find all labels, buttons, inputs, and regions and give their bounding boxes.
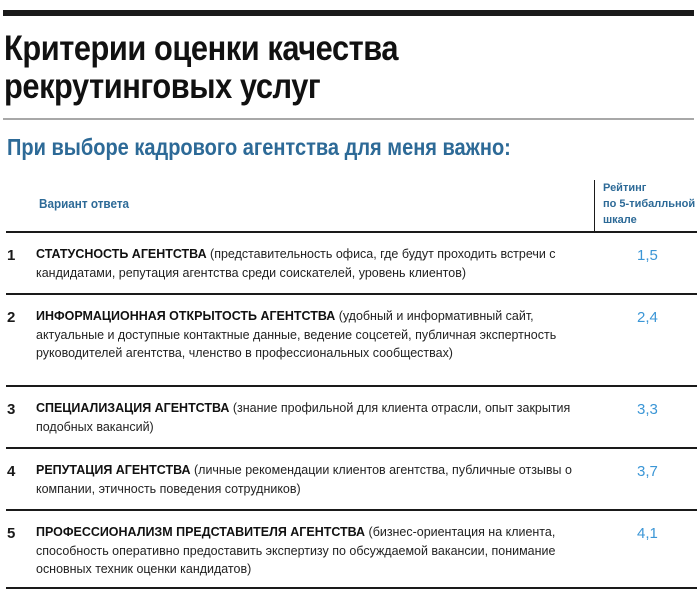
criterion-details: (бизнес-ориентация на клиента, способность оперативно предоставить экспертизу по обсуждаемой вакансии, понимание основных техник оценки кандидатов) [36,524,556,577]
row-divider [6,447,697,449]
row-number: 1 [7,247,16,264]
title-line-2: рекрутинговых услуг [4,67,321,106]
criterion-details: (удобный и информативный сайт, актуальные и доступные контактные данные, ведение соцсетей, публичная экспертность руководителей агентства, членство в профессиональных сообществах) [36,308,557,361]
row-description [36,307,574,363]
criterion-name: СПЕЦИАЛИЗАЦИЯ АГЕНТСТВА [36,400,230,415]
criterion-name: ИНФОРМАЦИОННАЯ ОТКРЫТОСТЬ АГЕНТСТВА [36,308,336,323]
criterion-name: РЕПУТАЦИЯ АГЕНТСТВА [36,462,191,477]
rating-value: 3,3 [637,401,658,418]
column-header-rating [603,180,697,228]
row-description [36,523,574,579]
row-number: 4 [7,463,16,480]
top-rule [3,10,694,16]
row-description [36,399,574,436]
criterion-details: (представительность офиса, где будут проходить встречи с кандидатами, репутация агентства среди соискателей, уровень клиентов) [36,246,556,280]
row-description [36,461,574,498]
rating-header-line-3: шкале [603,214,637,226]
row-divider [6,587,697,589]
row-divider [6,293,697,295]
title-divider [3,118,694,120]
row-number: 2 [7,309,16,326]
criterion-name: СТАТУСНОСТЬ АГЕНТСТВА [36,246,207,261]
rating-header-line-2: по 5-тибалльной [603,198,696,210]
page-title [4,30,462,106]
criterion-name: ПРОФЕССИОНАЛИЗМ ПРЕДСТАВИТЕЛЯ АГЕНТСТВА [36,524,366,539]
rating-value: 3,7 [637,463,658,480]
title-line-1: Критерии оценки качества [4,29,399,68]
rating-value: 1,5 [637,247,658,264]
rating-header-line-1: Рейтинг [603,182,647,194]
header-divider [594,180,595,232]
criterion-details: (знание профильной для клиента отрасли, опыт закрытия подобных вакансий) [36,400,571,434]
row-divider [6,385,697,387]
column-header-answer: Вариант ответа [39,196,130,211]
row-number: 3 [7,401,16,418]
row-description [36,245,574,282]
criterion-details: (личные рекомендации клиентов агентства, публичные отзывы о компании, этичность поведения сотрудников) [36,462,572,496]
subtitle: При выборе кадрового агентства для меня важно: [7,134,511,160]
row-divider [6,231,697,233]
row-number: 5 [7,525,16,542]
row-divider [6,509,697,511]
rating-value: 2,4 [637,309,658,326]
rating-value: 4,1 [637,525,658,542]
